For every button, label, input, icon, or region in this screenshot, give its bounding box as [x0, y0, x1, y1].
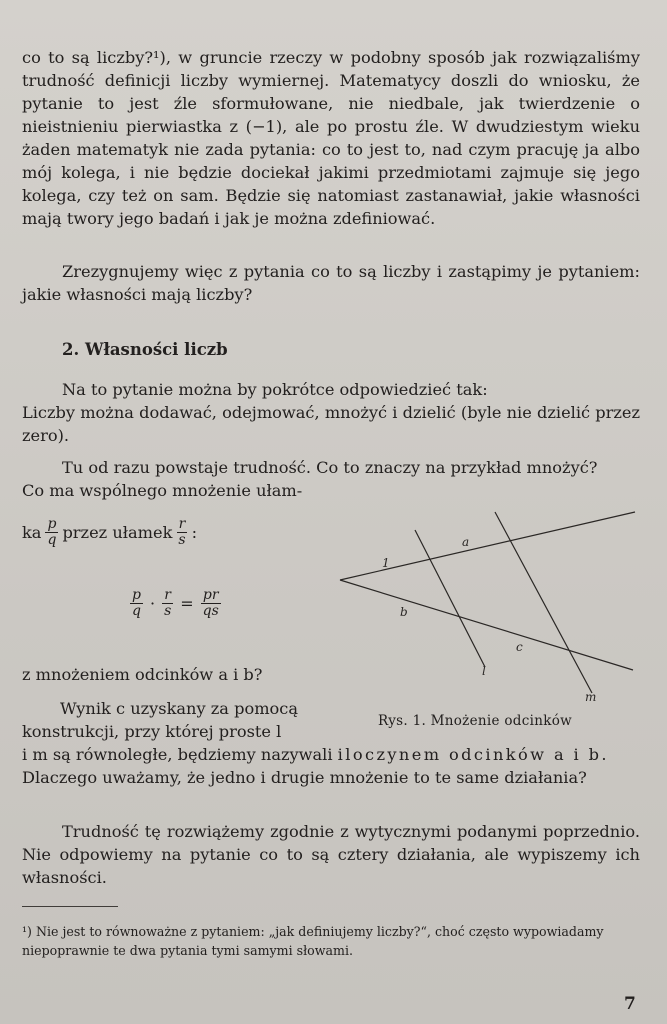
- fraction-numerator: p: [132, 587, 141, 603]
- fraction-product-formula: [126, 588, 225, 619]
- fraction-denominator: qs: [202, 603, 219, 619]
- fraction-numerator: r: [164, 587, 171, 603]
- label-a: a: [462, 535, 470, 549]
- figure-caption: Rys. 1. Mnożenie odcinków: [378, 713, 572, 729]
- paragraph-4-line-1: Tu od razu powstaje trudność. Co to znaczy na przykład mnożyć?: [62, 458, 598, 477]
- fraction-numerator: p: [47, 515, 57, 532]
- result-line-1: Wynik c uzyskany za pomocą: [60, 699, 299, 718]
- footnote: ¹) Nie jest to równoważne z pytaniem: „jak definiujemy liczby?“, choć często wypowiadamy niepoprawnie te dwa pytania tymi samymi słowami.: [22, 924, 604, 958]
- page-number: 7: [624, 994, 636, 1014]
- label-1: 1: [382, 556, 390, 570]
- parallel-line-m: [495, 512, 592, 693]
- fraction-denominator: s: [178, 531, 186, 548]
- definition-paragraph: [22, 743, 640, 789]
- paragraph-2: Zrezygnujemy więc z pytania co to są liczby i zastąpimy je pytaniem: jakie własności mają liczby?: [22, 262, 640, 304]
- fraction-numerator: pr: [202, 587, 219, 603]
- fraction-p-q: [45, 517, 58, 548]
- paragraph-1: co to są liczby?¹), w gruncie rzeczy w podobny sposób jak rozwiązaliśmy trudność definicji liczby wymiernej. Matematycy doszli do wniosku, że pytanie to jest źle sformułowane, nie niedbale, jak twierdzenie o nieistnieniu pierwiastka z (−1), ale po prostu źle. W dwudziestym wieku żaden matematyk nie zada pytania: co to jest to, nad czym pracuję ja albo mój kolega, i nie będzie dociekał jakimi przedmiotami zajmuje się jego kolega, czy też on sam. Będzie się natomiast zastanawiał, jakie własności mają twory jego badań i jak je można zdefiniować.: [22, 48, 640, 228]
- fraction-sentence: [22, 508, 197, 556]
- label-l: l: [482, 664, 486, 678]
- fraction-numerator: r: [178, 515, 186, 532]
- formula-result-fraction: [201, 588, 221, 619]
- paragraph-6: Trudność tę rozwiążemy zgodnie z wytycznymi podanymi poprzednio. Nie odpowiemy na pytanie co to są cztery działania, ale wypiszemy ich własności.: [22, 822, 640, 887]
- paragraph-3-line-1: Na to pytanie można by pokrótce odpowiedzieć tak:: [62, 380, 488, 399]
- equals-sign: =: [180, 594, 194, 613]
- ka-middle: przez ułamek: [62, 522, 173, 542]
- parallel-line-l: [415, 530, 485, 667]
- section-heading: 2. Własności liczb: [62, 340, 228, 359]
- product-term: iloczynem odcinków a i b.: [337, 745, 609, 764]
- fraction-r-s: [176, 517, 187, 548]
- footnote-divider: [22, 906, 118, 907]
- formula-fraction-r-s: [162, 588, 173, 619]
- definition-line-2: Dlaczego uważamy, że jedno i drugie mnożenie to te same działania?: [22, 768, 587, 787]
- ka-prefix: ka: [22, 522, 42, 542]
- segment-multiplication-question: z mnożeniem odcinków a i b?: [22, 665, 263, 684]
- definition-line-1: [22, 743, 640, 766]
- ka-suffix: :: [191, 522, 198, 542]
- paragraph-4: [22, 456, 640, 502]
- multiply-dot: ·: [149, 594, 156, 613]
- label-c: c: [516, 640, 523, 654]
- result-paragraph: [22, 697, 332, 743]
- lower-ray: [340, 580, 633, 670]
- paragraph-3: [22, 378, 640, 447]
- definition-text: i m są równoległe, będziemy nazywali: [22, 745, 333, 764]
- paragraph-3-line-2: Liczby można dodawać, odejmować, mnożyć i dzielić (byle nie dzielić przez zero).: [22, 403, 640, 445]
- fraction-denominator: q: [132, 603, 141, 619]
- result-line-2: konstrukcji, przy której proste l: [22, 722, 282, 741]
- formula-fraction-p-q: [130, 588, 143, 619]
- paragraph-4-line-2: Co ma wspólnego mnożenie ułam-: [22, 481, 303, 500]
- segment-multiplication-figure: [330, 505, 640, 705]
- fraction-denominator: q: [47, 531, 57, 548]
- fraction-denominator: s: [164, 603, 172, 619]
- label-b: b: [400, 605, 408, 619]
- label-m: m: [585, 690, 597, 704]
